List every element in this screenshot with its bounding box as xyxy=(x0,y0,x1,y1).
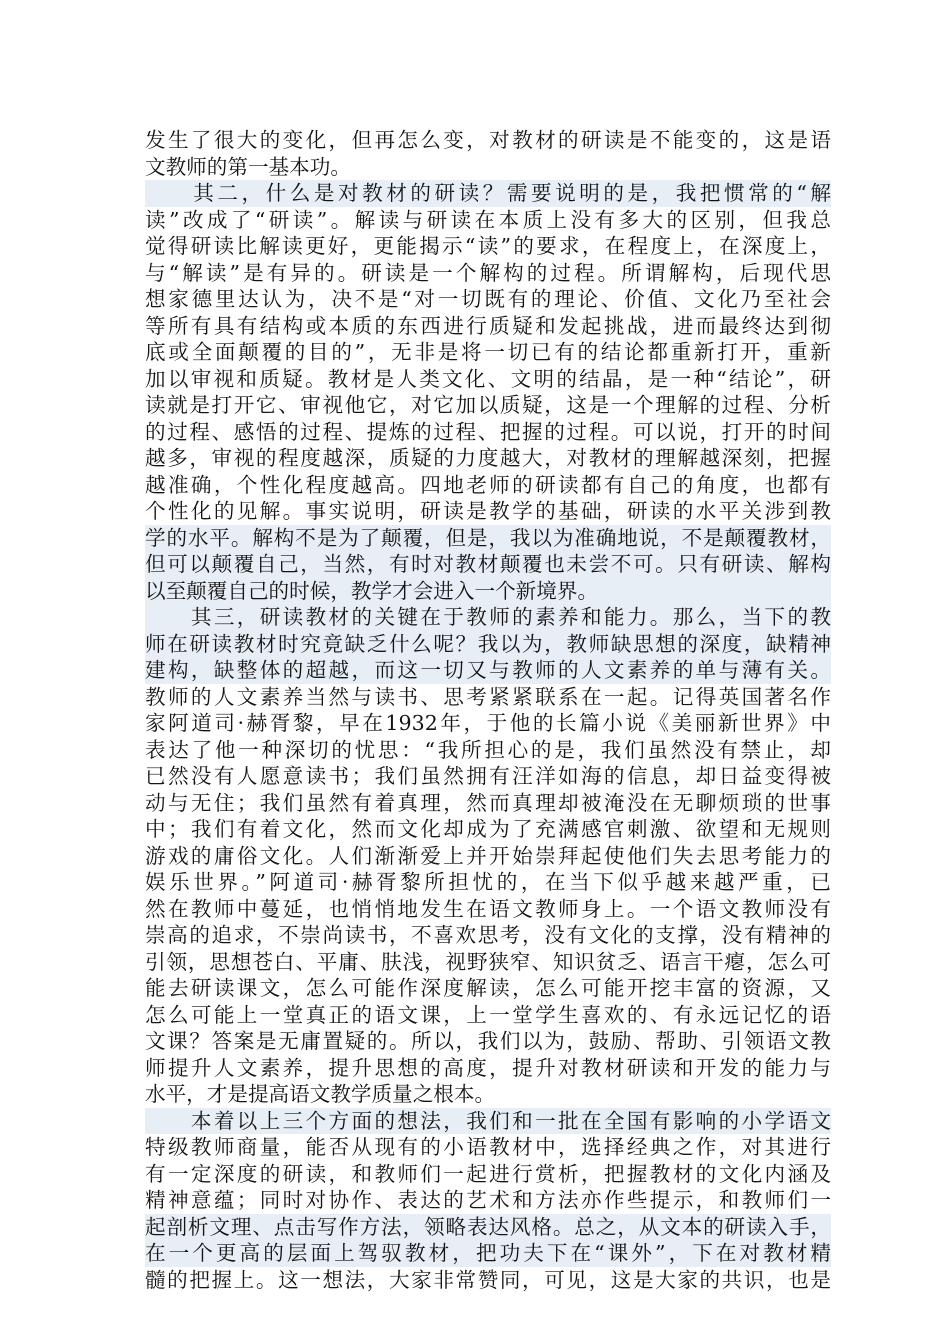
text-line: 其二，什么是对教材的研读？需要说明的是，我把惯常的“解 xyxy=(145,181,831,205)
text-line: 已然没有人愿意读书；我们虽然拥有汪洋如海的信息，却日益变得被 xyxy=(145,764,831,788)
text-line: 师提升人文素养，提升思想的高度，提升对教材研读和开发的能力与 xyxy=(145,1055,831,1080)
text-line: 越准确，个性化程度越高。四地老师的研读都有自己的角度，也都有 xyxy=(145,472,831,497)
text-line: 然在教师中蔓延，也悄悄地发生在语文教师身上。一个语文教师没有 xyxy=(145,896,831,921)
text-line: 特级教师商量，能否从现有的小语教材中，选择经典之作，对其进行 xyxy=(145,1135,831,1159)
text-line: 但可以颠覆自己，当然，有时对教材颠覆也未尝不可。只有研读、解构 xyxy=(145,552,831,576)
text-line: 教师的人文素养当然与读书、思考紧紧联系在一起。记得英国著名作 xyxy=(145,684,831,709)
text-line: 表达了他一种深切的忧思：“我所担心的是，我们虽然没有禁止，却 xyxy=(145,737,831,762)
text-line: 娱乐世界。”阿道司·赫胥黎所担忧的，在当下似乎越来越严重，已 xyxy=(145,870,831,894)
text-line: 游戏的庸俗文化。人们渐渐爱上并开始崇拜起使他们失去思考能力的 xyxy=(145,843,831,868)
text-line: 等所有具有结构或本质的东西进行质疑和发起挑战，进而最终达到彻 xyxy=(145,313,831,338)
text-line: 的过程、感悟的过程、提炼的过程、把握的过程。可以说，打开的时间 xyxy=(145,419,831,444)
text-line: 起剖析文理、点击写作方法，领略表达风格。总之，从文本的研读入手， xyxy=(145,1214,831,1239)
text-line: 崇高的追求，不崇尚读书，不喜欢思考，没有文化的支撑，没有精神的 xyxy=(145,923,831,947)
text-line: 动与无住；我们虽然有着真理，然而真理却被淹没在无聊烦琐的世事 xyxy=(145,790,831,815)
text-line: 家阿道司·赫胥黎，早在1932年，于他的长篇小说《美丽新世界》中 xyxy=(145,711,831,735)
text-line: 想家德里达认为，决不是“对一切既有的理论、价值、文化乃至社会 xyxy=(145,287,831,311)
text-line: 精神意蕴；同时对协作、表达的艺术和方法亦作些提示，和教师们一 xyxy=(145,1188,831,1212)
text-line: 文课？答案是无庸置疑的。所以，我们以为，鼓励、帮助、引领语文教 xyxy=(145,1029,831,1053)
text-line: 与“解读”是有异的。研读是一个解构的过程。所谓解构，后现代思 xyxy=(145,260,831,285)
text-line: 建构，缺整体的超越，而这一切又与教师的人文素养的单与薄有关。 xyxy=(145,658,831,682)
text-line: 学的水平。解构不是为了颠覆，但是，我以为准确地说，不是颠覆教材， xyxy=(145,525,831,550)
text-line: 发生了很大的变化，但再怎么变，对教材的研读是不能变的，这是语 xyxy=(145,128,831,152)
text-line: 怎么可能上一堂真正的语文课，上一堂学生喜欢的、有永远记忆的语 xyxy=(145,1002,831,1027)
document-page xyxy=(145,127,831,1293)
text-line: 以至颠覆自己的时候，教学才会进入一个新境界。 xyxy=(145,578,831,605)
text-line: 引领，思想苍白、平庸、肤浅，视野狭窄、知识贫乏、语言干瘪，怎么可 xyxy=(145,949,831,974)
text-line: 其三，研读教材的关键在于教师的素养和能力。那么，当下的教 xyxy=(145,605,831,629)
text-line: 师在研读教材时究竟缺乏什么呢？我以为，教师缺思想的深度，缺精神 xyxy=(145,631,831,656)
text-line: 有一定深度的研读，和教师们一起进行赏析，把握教材的文化内涵及 xyxy=(145,1161,831,1186)
text-line: 在一个更高的层面上驾驭教材，把功夫下在“课外”，下在对教材精 xyxy=(145,1241,831,1265)
text-line: 能去研读课文，怎么可能作深度解读，怎么可能开挖丰富的资源，又 xyxy=(145,976,831,1000)
text-line: 水平，才是提高语文教学质量之根本。 xyxy=(145,1082,496,1106)
text-line: 文教师的第一基本功。 xyxy=(145,154,351,179)
text-line: 加以审视和质疑。教材是人类文化、文明的结晶，是一种“结论”，研 xyxy=(145,366,831,391)
text-line: 觉得研读比解读更好，更能揭示“读”的要求，在程度上，在深度上， xyxy=(145,234,831,258)
text-line: 中；我们有着文化，然而文化却成为了充满感官刺激、欲望和无规则 xyxy=(145,817,831,841)
text-line: 髓的把握上。这一想法，大家非常赞同，可见，这是大家的共识，也是 xyxy=(145,1267,831,1292)
text-line: 个性化的见解。事实说明，研读是教学的基础，研读的水平关涉到教 xyxy=(145,499,831,523)
text-line: 读就是打开它、审视他它，对它加以质疑，这是一个理解的过程、分析 xyxy=(145,393,831,417)
text-line: 读”改成了“研读”。解读与研读在本质上没有多大的区别，但我总 xyxy=(145,207,831,232)
text-line: 本着以上三个方面的想法，我们和一批在全国有影响的小学语文 xyxy=(145,1108,831,1133)
text-line: 底或全面颠覆的目的”，无非是将一切已有的结论都重新打开，重新 xyxy=(145,340,831,364)
text-line: 越多，审视的程度越深，质疑的力度越大，对教材的理解越深刻，把握 xyxy=(145,446,831,470)
